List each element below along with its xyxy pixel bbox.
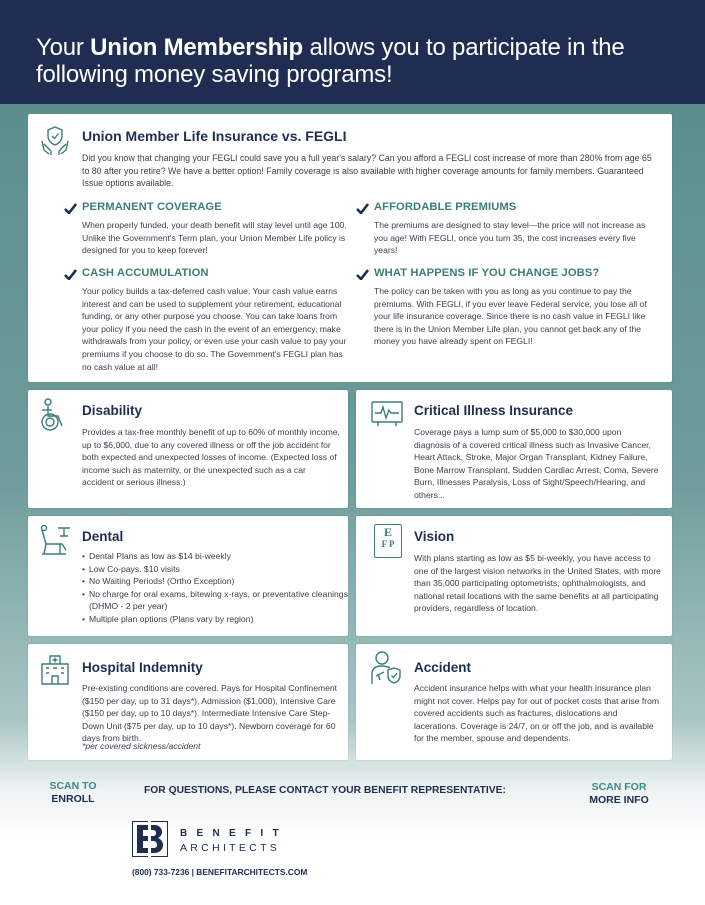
feature-text: The premiums are designed to stay level—the price will not increase as you age! With FEGLI, once you turn 35, the cost increases every five years! xyxy=(374,220,646,256)
title-bold: Union Membership xyxy=(90,34,303,61)
check-icon xyxy=(356,267,369,285)
vision-title: Vision xyxy=(414,529,455,544)
feature-heading: WHAT HAPPENS IF YOU CHANGE JOBS? xyxy=(374,267,600,279)
dental-item: • No Waiting Periods! (Ortho Exception) xyxy=(82,575,352,588)
eye-chart-icon xyxy=(374,524,402,558)
dental-chair-icon xyxy=(38,524,74,558)
scan-for-more-info xyxy=(580,781,658,807)
title-part: allows you to participate in the xyxy=(302,34,625,61)
dental-card xyxy=(28,516,348,636)
injured-person-shield-icon xyxy=(368,650,404,686)
dental-item: • Low Co-pays. $10 visits xyxy=(82,563,352,576)
title-part: Your xyxy=(36,34,91,61)
life-intro: Did you know that changing your FEGLI could save you a full year's salary? Can you afford a FEGLI cost increase of more than 280% from age 65 to 80 after you retire? We have a better option! Family coverage is also available with higher coverage amounts for family members. Guaranteed Issue options available. xyxy=(82,153,652,189)
hospital-text: Pre-existing conditions are covered. Pays for Hospital Confinement ($150 per day, up to 31 days*), Admission ($1,000), Intensive Care ($150 per day, up to 10 days*). Intermediate Intensive Care Step-Down Unit ($75 per day, up to 10 days*). Newborn coverage for 60 days from birth. xyxy=(82,683,338,744)
critical-text: Coverage pays a lump sum of $5,000 to $30,000 upon diagnosis of a covered critical illness such as Invasive Cancer, Heart Attack, Stroke, Major Organ Transplant, Kidney Failure, Bone Marrow Transplant, Sudden Cardiac Arrest, Coma, Severe Burn, Illnesses Paralysis, Loss of Sight/Speech/Hearing, and others... xyxy=(414,427,659,500)
feature-heading: AFFORDABLE PREMIUMS xyxy=(374,201,517,213)
dental-list xyxy=(82,550,352,626)
dental-item: • Multiple plan options (Plans vary by region) xyxy=(82,613,352,626)
hospital-building-icon xyxy=(38,652,72,686)
disability-text: Provides a tax-free monthly benefit of up to 60% of monthly income, up to $6,000, due to any covered illness or off the job accident for both expected and unexpected losses of income. (Expected loss of income such as maternity, or the unexpected such as a car accident or serious illness.) xyxy=(82,427,340,488)
wheelchair-icon xyxy=(38,398,72,432)
phone-and-website: (800) 733-7236 | BENEFITARCHITECTS.COM xyxy=(132,867,308,877)
accident-text: Accident insurance helps with what your health insurance plan might not cover. Helps pay for out of pocket costs that arise from covered accidents such as fractures, dislocations and lacerations. Coverage is 24/7, on or off the job, and is available for the member, spouse and dependents. xyxy=(414,683,660,744)
feature-text: The policy can be taken with you as long as you continue to pay the premiums. With FEGLI, if you ever leave Federal service, you lose all of your life insurance coverage. Since there is no cash value in FEGLI like there is in the Union Member Life plan, you cannot get back any of the money you have already spent on FEGLI! xyxy=(374,286,647,347)
hospital-footnote: *per covered sickness/accident xyxy=(82,741,201,751)
contact-text: FOR QUESTIONS, PLEASE CONTACT YOUR BENEFIT REPRESENTATIVE: xyxy=(144,785,506,796)
hospital-title: Hospital Indemnity xyxy=(82,660,203,675)
scan-to-enroll xyxy=(40,780,106,806)
check-icon xyxy=(64,201,77,219)
feature-text: When properly funded, your death benefit will stay level until age 100. Unlike the Government's Term plan, your Union Member Life policy is designed for you to keep forever! xyxy=(82,220,347,256)
vision-text: With plans starting as low as $5 bi-weekly, you have access to one of the largest vision networks in the United States, with more than 35,000 participating optometrists, ophthalmologists, and national retail locations with the same benefits at all participating providers, regardless of location. xyxy=(414,553,661,614)
scan-right-line-1: SCAN FOR xyxy=(591,781,647,793)
eye-chart-letter: E xyxy=(383,525,392,539)
check-icon xyxy=(356,201,369,219)
vision-card xyxy=(356,516,672,636)
accident-title: Accident xyxy=(414,660,472,675)
disability-title: Disability xyxy=(82,403,143,418)
feature-text: Your policy builds a tax-deferred cash value. Your cash value earns interest and can be used to supplement your retirement, educational funding, or any other purpose you choose. You can take loans from your policy if you need the cash in the event of an emergency, make withdrawals from your policy, or even use your cash value to pay your premiums if you choose to do so. The Government's FEGLI plan has no cash value at all! xyxy=(82,286,347,372)
accident-card xyxy=(356,644,672,760)
title-line-2: following money saving programs! xyxy=(36,61,393,88)
logo-word-benefit: BENEFIT xyxy=(180,828,288,839)
scan-left-line-1: SCAN TO xyxy=(49,780,97,792)
scan-right-line-2: MORE INFO xyxy=(589,794,649,806)
critical-illness-card xyxy=(356,390,672,508)
header-banner xyxy=(0,0,705,104)
disability-card xyxy=(28,390,348,508)
check-icon xyxy=(64,267,77,285)
dental-title: Dental xyxy=(82,529,124,544)
life-title: Union Member Life Insurance vs. FEGLI xyxy=(82,128,347,144)
eye-chart-letter: F P xyxy=(381,539,395,549)
benefit-architects-logo-mark xyxy=(132,821,168,857)
dental-item: • Dental Plans as low as $14 bi-weekly xyxy=(82,550,352,563)
life-insurance-card xyxy=(28,114,672,382)
logo-word-architects: ARCHITECTS xyxy=(180,842,281,854)
hands-shield-icon xyxy=(40,124,70,156)
hospital-card xyxy=(28,644,348,760)
heart-monitor-icon xyxy=(370,400,404,428)
dental-item: • No charge for oral exams, bitewing x-rays, or preventative cleanings (DHMO - 2 per year) xyxy=(82,588,352,613)
scan-left-line-2: ENROLL xyxy=(51,793,95,805)
feature-heading: PERMANENT COVERAGE xyxy=(82,201,222,213)
feature-heading: CASH ACCUMULATION xyxy=(82,267,209,279)
page-title xyxy=(36,34,705,88)
critical-title: Critical Illness Insurance xyxy=(414,403,574,418)
